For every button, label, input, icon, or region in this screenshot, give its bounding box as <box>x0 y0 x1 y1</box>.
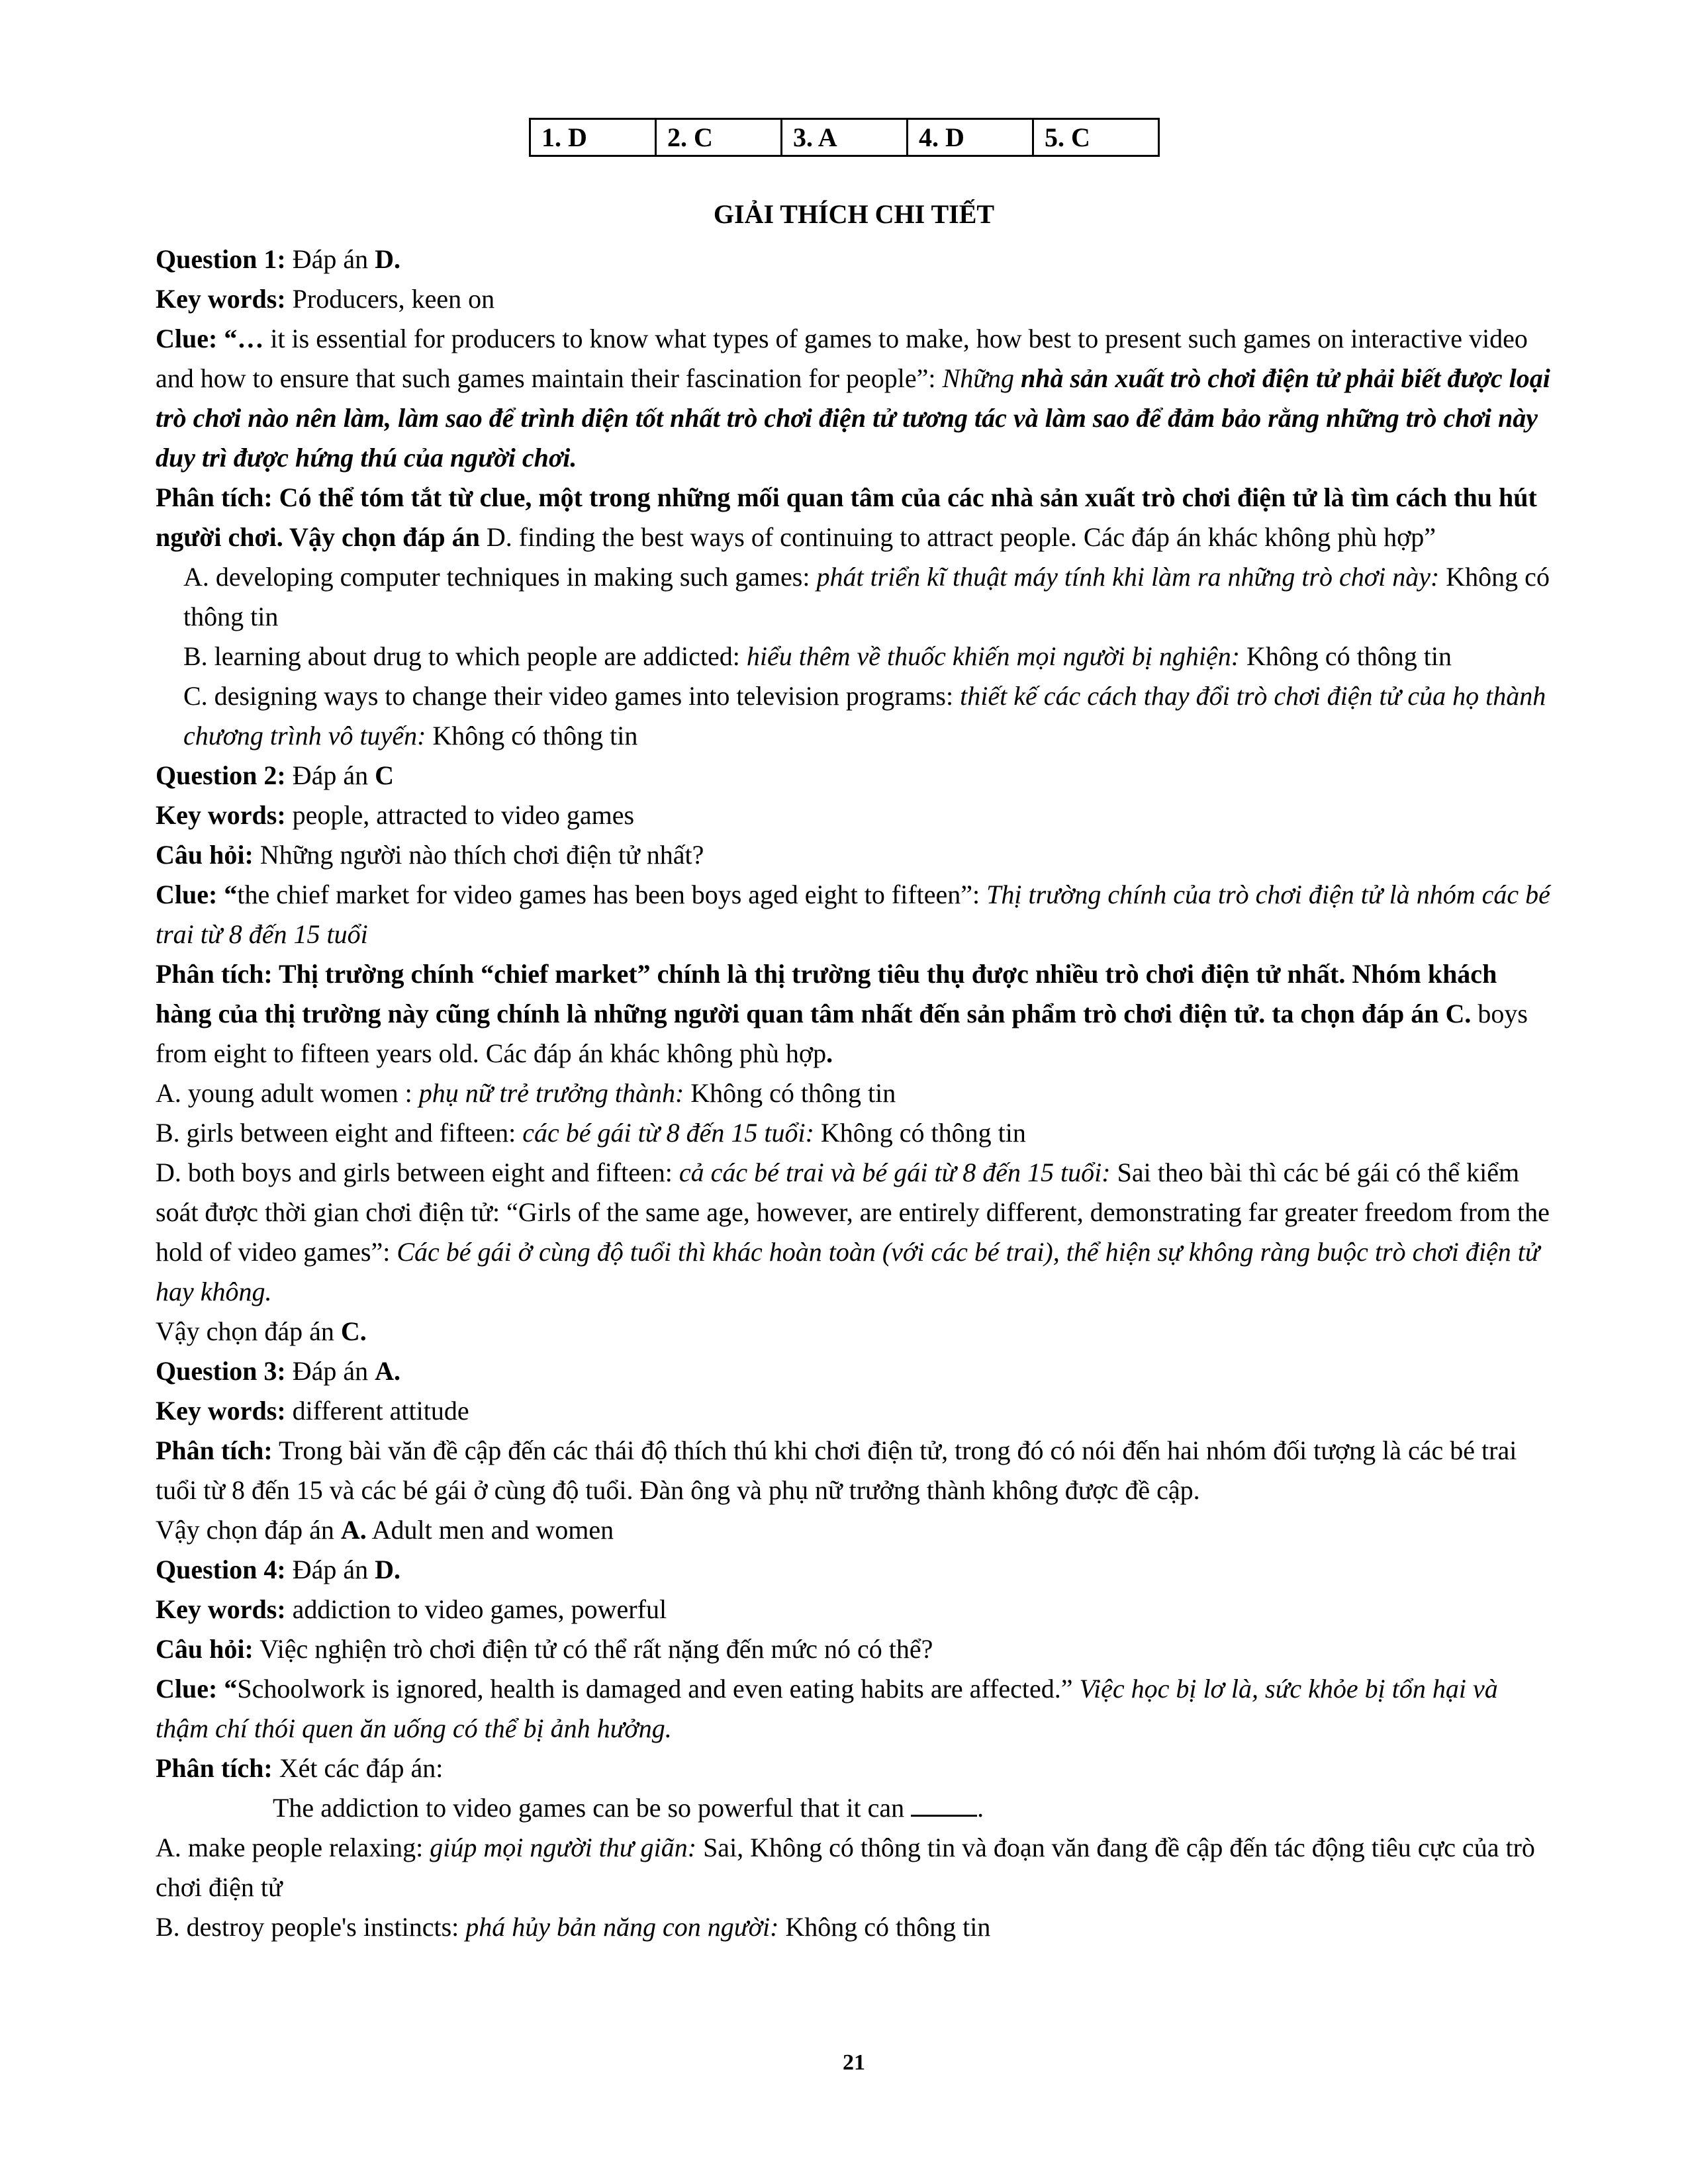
q2-option-b <box>156 1113 1552 1153</box>
q3-title: Question 3: <box>156 1356 286 1386</box>
q1-option-c-note: Không có thông tin <box>426 721 638 751</box>
answer-key-cell: 4. D <box>908 119 1033 156</box>
q2-title-line <box>156 756 1552 796</box>
q4-title: Question 4: <box>156 1555 286 1584</box>
q3-analysis-text: Trong bài văn đề cập đến các thái độ thích thú khi chơi điện tử, trong đó có nói đến hai nhóm đối tượng là các bé trai tuổi từ 8 đến 15 và các bé gái ở cùng độ tuổi. Đàn ông và phụ nữ trưởng thành không được đề cập. <box>156 1435 1517 1505</box>
q2-conclusion <box>156 1312 1552 1351</box>
q2-answer: C <box>375 760 394 790</box>
q2-analysis-dot: . <box>826 1038 833 1068</box>
q2-clue-label: Clue: “ <box>156 880 238 909</box>
q1-clue-translation-b: nhà sản xuất trò chơi điện tử phải biết được loại trò chơi nào nên làm, làm sao để trình diện tốt nhất trò chơi điện tử tương tác và làm sao để đảm bảo rằng những trò chơi này duy trì được hứng thú của người chơi. <box>156 363 1550 473</box>
q4-option-a-translation: giúp mọi người thư giãn: <box>430 1833 697 1862</box>
q4-keywords-line <box>156 1590 1552 1629</box>
q3-conclusion-text: Vậy chọn đáp án <box>156 1515 341 1545</box>
q2-option-b-translation: các bé gái từ 8 đến 15 tuổi: <box>522 1118 814 1148</box>
q1-analysis <box>156 478 1552 557</box>
q1-keywords: Producers, keen on <box>285 284 495 314</box>
section-heading: GIẢI THÍCH CHI TIẾT <box>713 199 995 229</box>
q2-conclusion-answer: C. <box>340 1316 367 1346</box>
q1-title-line <box>156 240 1552 279</box>
q4-option-b-note: Không có thông tin <box>778 1912 991 1942</box>
q2-question-label: Câu hỏi: <box>156 840 254 870</box>
q1-option-b-translation: hiểu thêm về thuốc khiến mọi người bị nghiện: <box>746 641 1241 671</box>
q1-option-b-text: B. learning about drug to which people are addicted: <box>183 641 747 671</box>
q1-answer-prefix: Đáp án <box>285 244 375 274</box>
q4-answer: D. <box>375 1555 400 1584</box>
q1-option-b <box>156 637 1552 676</box>
q4-stem-end: . <box>977 1793 984 1823</box>
q3-analysis <box>156 1431 1552 1510</box>
q4-option-a <box>156 1828 1552 1907</box>
q4-option-a-note: Sai, Không có thông tin và đoạn văn đang đề cập đến tác động tiêu cực của trò chơi điện tử <box>156 1833 1535 1902</box>
q1-option-a <box>156 557 1552 637</box>
answer-key-cell: 2. C <box>656 119 782 156</box>
q2-title: Question 2: <box>156 760 286 790</box>
q1-keywords-label: Key words: <box>156 284 286 314</box>
q3-conclusion <box>156 1510 1552 1550</box>
q4-question-label: Câu hỏi: <box>156 1634 254 1664</box>
q3-keywords: different attitude <box>285 1396 469 1426</box>
q4-analysis <box>156 1749 1552 1788</box>
q3-keywords-label: Key words: <box>156 1396 286 1426</box>
q2-keywords-label: Key words: <box>156 800 286 830</box>
q2-conclusion-text: Vậy chọn đáp án <box>156 1316 341 1346</box>
q1-option-c-text: C. designing ways to change their video games into television programs: <box>183 681 961 711</box>
q2-option-d-translation-2: Các bé gái ở cùng độ tuổi thì khác hoàn toàn (với các bé trai), thể hiện sự không ràng buộc trò chơi điện tử hay không. <box>156 1237 1540 1306</box>
q1-option-a-translation: phát triển kĩ thuật máy tính khi làm ra những trò chơi này: <box>816 562 1440 592</box>
q4-stem <box>156 1788 1552 1828</box>
q3-answer-prefix: Đáp án <box>285 1356 375 1386</box>
answer-key-cell: 1. D <box>530 119 656 156</box>
answer-key-cell: 3. A <box>782 119 908 156</box>
q1-keywords-line <box>156 279 1552 319</box>
q4-analysis-label: Phân tích: <box>156 1753 273 1783</box>
q2-option-b-note: Không có thông tin <box>814 1118 1026 1148</box>
q4-option-b <box>156 1907 1552 1947</box>
q1-option-c-translation: thiết kế các cách thay đổi trò chơi điện tử của họ thành chương trình vô tuyến: <box>183 681 1546 751</box>
q1-option-b-note: Không có thông tin <box>1240 641 1452 671</box>
q4-option-b-text: B. destroy people's instincts: <box>156 1912 466 1942</box>
q2-question-line <box>156 835 1552 875</box>
q4-clue <box>156 1669 1552 1749</box>
q2-option-a-note: Không có thông tin <box>684 1078 896 1108</box>
q1-answer: D. <box>375 244 400 274</box>
page-number: 21 <box>843 2050 865 2075</box>
q1-option-c <box>156 676 1552 756</box>
q3-analysis-label: Phân tích: <box>156 1435 273 1465</box>
q2-answer-prefix: Đáp án <box>285 760 375 790</box>
q3-answer: A. <box>375 1356 400 1386</box>
explanation-body <box>156 240 1552 1947</box>
q1-analysis-bold: Phân tích: Có thể tóm tắt từ clue, một trong những mối quan tâm của các nhà sản xuất trò chơi điện tử là tìm cách thu hút người chơi. Vậy chọn đáp án <box>156 482 1537 552</box>
q2-option-d-translation: cả các bé trai và bé gái từ 8 đến 15 tuổi: <box>679 1158 1111 1187</box>
q1-clue <box>156 319 1552 478</box>
q4-analysis-text: Xét các đáp án: <box>272 1753 444 1783</box>
q1-clue-translation-a: Những <box>942 363 1021 393</box>
q2-question: Những người nào thích chơi điện tử nhất? <box>253 840 704 870</box>
q2-option-a-text: A. young adult women : <box>156 1078 419 1108</box>
q4-question-line <box>156 1629 1552 1669</box>
answer-key-cell: 5. C <box>1033 119 1159 156</box>
q1-clue-text: it is essential for producers to know what types of games to make, how best to present such games on interactive video and how to ensure that such games maintain their fascination for people”: <box>156 324 1528 393</box>
q2-option-a-translation: phụ nữ trẻ trưởng thành: <box>418 1078 684 1108</box>
q1-option-a-text: A. developing computer techniques in making such games: <box>183 562 817 592</box>
q3-conclusion-answer: A. <box>340 1515 367 1545</box>
q1-option-a-note: Không có thông tin <box>183 562 1550 631</box>
q4-stem-text: The addiction to video games can be so powerful that it can <box>273 1793 912 1823</box>
q1-analysis-rest: D. finding the best ways of continuing to attract people. Các đáp án khác không phù hợp” <box>486 522 1436 552</box>
q2-keywords-line <box>156 796 1552 835</box>
q4-title-line <box>156 1550 1552 1590</box>
q2-analysis-rest: boys from eight to fifteen years old. Các đáp án khác không phù hợp <box>156 999 1528 1068</box>
q1-title: Question 1: <box>156 244 286 274</box>
q1-clue-label: Clue: “… <box>156 324 271 353</box>
answer-blank <box>911 1795 977 1817</box>
q4-clue-text: Schoolwork is ignored, health is damaged and even eating habits are affected.” <box>237 1674 1080 1704</box>
q4-clue-translation: Việc học bị lơ là, sức khỏe bị tổn hại và thậm chí thói quen ăn uống có thể bị ảnh hưởng. <box>156 1674 1498 1743</box>
q4-clue-label: Clue: “ <box>156 1674 238 1704</box>
q2-clue-translation: Thị trường chính của trò chơi điện tử là nhóm các bé trai từ 8 đến 15 tuổi <box>156 880 1550 949</box>
q2-keywords: people, attracted to video games <box>285 800 635 830</box>
q4-keywords-label: Key words: <box>156 1594 286 1624</box>
q4-keywords: addiction to video games, powerful <box>285 1594 667 1624</box>
q2-clue-text: the chief market for video games has been boys aged eight to fifteen”: <box>237 880 987 909</box>
q4-question: Việc nghiện trò chơi điện tử có thể rất nặng đến mức nó có thể? <box>253 1634 933 1664</box>
q3-title-line <box>156 1351 1552 1391</box>
q2-analysis-bold: Phân tích: Thị trường chính “chief market” chính là thị trường tiêu thụ được nhiều trò chơi điện tử nhất. Nhóm khách hàng của thị trường này cũng chính là những người quan tâm nhất đến sản phẩm trò chơi điện tử. ta chọn đáp án C. <box>156 959 1497 1028</box>
q2-option-b-text: B. girls between eight and fifteen: <box>156 1118 523 1148</box>
q4-option-a-text: A. make people relaxing: <box>156 1833 430 1862</box>
q2-clue <box>156 875 1552 954</box>
q2-option-d-text: D. both boys and girls between eight and fifteen: <box>156 1158 679 1187</box>
q2-option-d <box>156 1153 1552 1312</box>
q3-conclusion-rest: Adult men and women <box>366 1515 614 1545</box>
q4-option-b-translation: phá hủy bản năng con người: <box>465 1912 779 1942</box>
q2-option-d-note: Sai theo bài thì các bé gái có thể kiểm soát được thời gian chơi điện tử: “Girls of the same age, however, are entirely different, demonstrating far greater freedom from the hold of video games”: <box>156 1158 1550 1267</box>
q2-option-a <box>156 1073 1552 1113</box>
answer-key-table <box>529 118 1160 157</box>
q4-answer-prefix: Đáp án <box>285 1555 375 1584</box>
q3-keywords-line <box>156 1391 1552 1431</box>
q2-analysis <box>156 954 1552 1073</box>
